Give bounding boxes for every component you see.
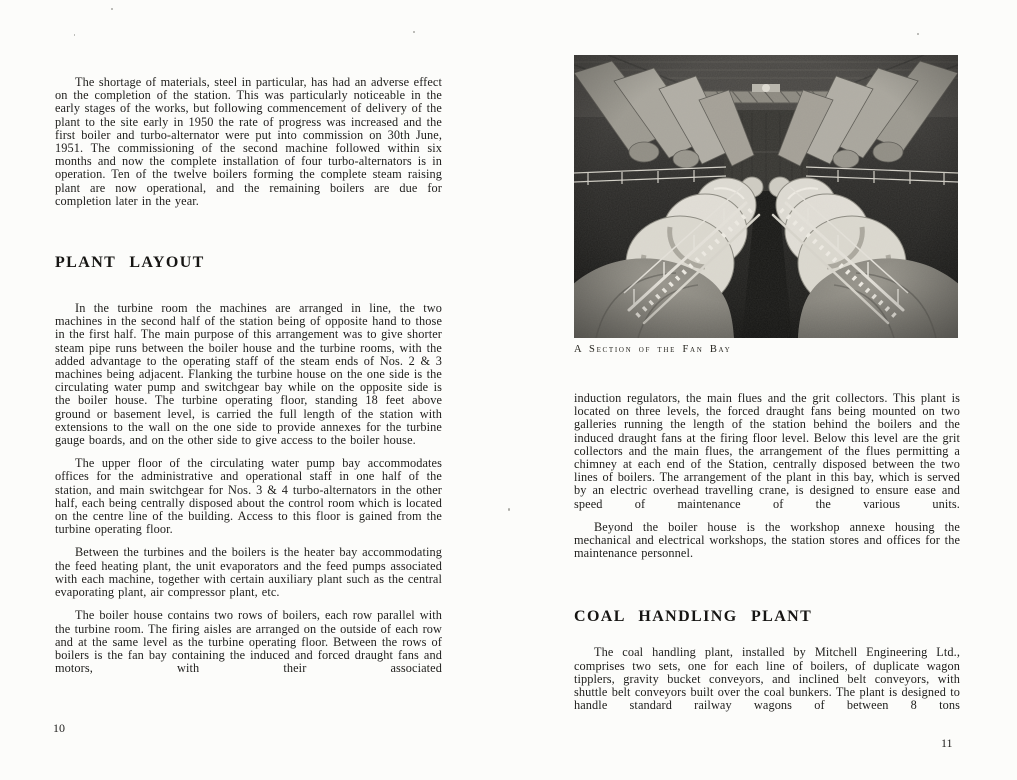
paragraph-induction-regulators: induction regulators, the main flues and the grit collectors. This plant is located on three levels, the forced draught fans being mounted on two galleries running the length of the station behind the boilers and the induced draught fans at the firing floor level. Below this level are the grit collectors and the main flues, the arrangement of the flues permitting a chimney at each end of the Station, centrally disposed between the two lines of boilers. The arrangement of the plant in this bay, which is served by an electric overhead travelling crane, is designed to ensure ease and speed of maintenance of the various units. [574,391,960,511]
scan-speck [508,508,510,511]
scan-speck [917,33,919,35]
paragraph-upper-floor: The upper floor of the circulating water pump bay accommodates offices for the administrative and operational staff in one half of the station, and main switchgear for Nos. 3 & 4 turbo-alternators in the other half, each being centrally disposed about the control room which is located on the centre line of the building. Access to this floor is gained from the turbine operating floor. [55,456,442,537]
page-number-right: 11 [941,736,953,750]
section-heading-plant-layout: PLANT LAYOUT [55,254,205,272]
paragraph-workshop-annexe: Beyond the boiler house is the workshop annexe housing the mechanical and electrical workshops, the station stores and offices for the maintenance personnel. [574,519,960,561]
paragraph-boiler-house: The boiler house contains two rows of boilers, each row parallel with the turbine room. The firing aisles are arranged on the outside of each row and at the same level as the turbine operating floor. Between the rows of boilers is the fan bay containing the induced and forced draught fans and motors, with their associated [55,608,442,676]
paragraph-coal-handling: The coal handling plant, installed by Mitchell Engineering Ltd., comprises two sets, one for each line of boilers, of duplicate wagon tipplers, gravity bucket conveyors, and inclined belt conveyors, with shuttle belt conveyors built over the coal bunkers. The plant is designed to handle standard railway wagons of between 8 tons [574,645,960,713]
page-right [574,55,960,712]
section-heading-coal-handling-plant: COAL HANDLING PLANT [574,608,813,626]
fan-bay-photo [574,55,958,338]
scan-speck [413,31,415,33]
paragraph-materials-shortage: The shortage of materials, steel in particular, has had an adverse effect on the completion of the station. This was particularly noticeable in the early stages of the works, but following commencement of delivery of the plant to the site early in 1950 the rate of progress was increased and the first boiler and turbo-alternator were put into commission on 30th June, 1951. The commissioning of the second machine followed within six months and now the complete installation of four turbo-alternators is in operation. Ten of the twelve boilers forming the complete steam raising plant are now operational, and the remaining boilers are due for completion later in the year. [55,75,442,208]
scan-speck [74,34,75,36]
scan-speck [111,8,113,10]
page-number-left: 10 [53,721,65,735]
paragraph-heater-bay: Between the turbines and the boilers is the heater bay accommodating the feed heating plant, the unit evaporators and the feed pumps associated with each machine, together with certain auxiliary plant such as the central evaporating plant, air compressor plant, etc. [55,545,442,600]
photo-caption: A Section of the Fan Bay [574,344,732,355]
paragraph-turbine-room: In the turbine room the machines are arranged in line, the two machines in the second half of the station being of opposite hand to those in the first half. The main purpose of this arrangement was to give shorter steam pipe runs between the boiler house and the turbine rooms, with the added advantage to the operating staff of the steam ends of Nos. 2 & 3 machines being adjacent. Flanking the turbine house on the one side is the circulating water pump and switchgear bay while on the opposite side is the boiler house. The turbine operating floor, standing 18 feet above ground or basement level, is carried the full length of the station with extensions to the wall on the one side to provide annexes for the turbine gauge boards, and on the other side to give access to the boiler house. [55,301,442,448]
page-left [55,76,442,675]
